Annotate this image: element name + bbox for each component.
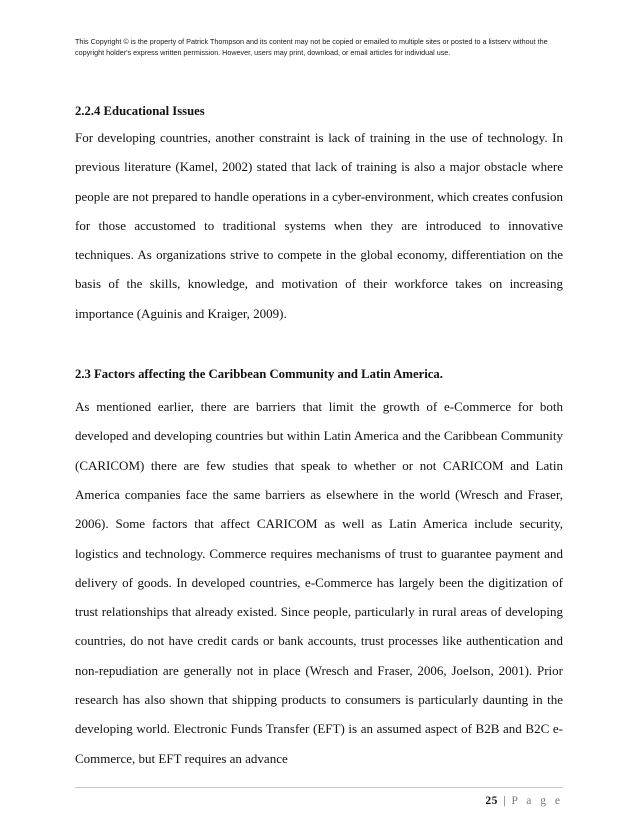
copyright-notice: This Copyright © is the property of Patrick Thompson and its content may not be copied or emailed to multiple sites or posted to a listserv without the copyright holder's express written permission. However, users may print, download, or email articles for individual use. — [75, 37, 548, 57]
section-paragraph-caribbean-factors: As mentioned earlier, there are barriers that limit the growth of e-Commerce for both developed and developing countries but within Latin America and the Caribbean Community (CARICOM) there are few studies that speak to whether or not CARICOM and Latin America companies face the same barriers as elsewhere in the world (Wresch and Fraser, 2006). Some factors that affect CARICOM as well as Latin America include security, logistics and technology. Commerce requires mechanisms of trust to guarantee payment and delivery of goods. In developed countries, e-Commerce has largely been the digitization of trust relationships that already existed. Since people, particularly in rural areas of developing countries, do not have credit cards or bank accounts, trust processes like authentication and non-repudiation are generally not in place (Wresch and Fraser, 2006, Joelson, 2001). Prior research has also shown that shipping products to consumers is particularly daunting in the developing world. Electronic Funds Transfer (EFT) is an assumed aspect of B2B and B2C e-Commerce, but EFT requires an advance — [75, 399, 563, 766]
document-body — [75, 103, 563, 773]
footer-divider — [75, 787, 563, 788]
page-number: 25 — [485, 795, 498, 807]
section-heading-educational-issues: 2.2.4 Educational Issues — [75, 104, 205, 118]
page-separator: | — [503, 795, 507, 807]
page-label: P a g e — [511, 795, 563, 807]
section-heading-caribbean-factors: 2.3 Factors affecting the Caribbean Community and Latin America. — [75, 367, 443, 382]
page-footer — [485, 795, 563, 807]
section-paragraph-educational-issues: For developing countries, another constraint is lack of training in the use of technology. In previous literature (Kamel, 2002) stated that lack of training is also a major obstacle where people are not prepared to handle operations in a cyber-environment, which creates confusion for those accustomed to traditional systems when they are introduced to innovative techniques. As organizations strive to compete in the global economy, differentiation on the basis of the skills, knowledge, and motivation of their workforce takes on increasing importance (Aguinis and Kraiger, 2009). — [75, 130, 563, 321]
